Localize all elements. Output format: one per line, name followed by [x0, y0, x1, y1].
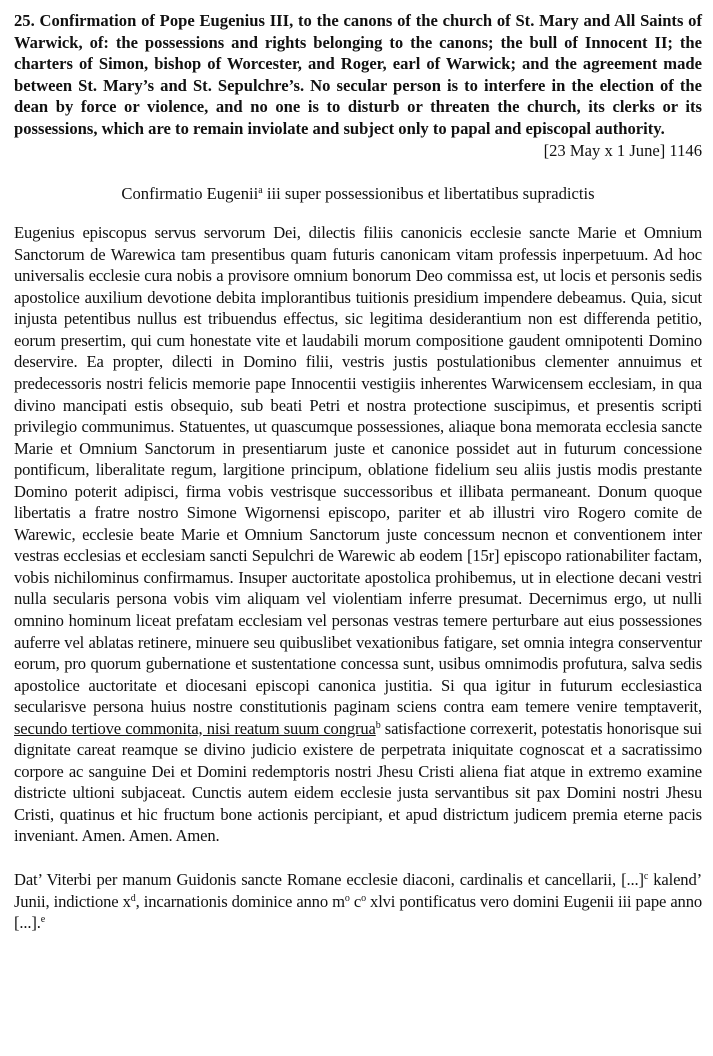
- footnote-marker-b: b: [375, 719, 381, 731]
- charter-body-part-2: satisfactione correxerit, potestatis honorisque sui dignitate careat reamque se divino judicio existere de perpetrata iniquitate cognoscat et a sacratissimo corpore ac sanguine Dei et Domini redemptoris nostri Jhesu Cristi aliena fiat atque in extremo examine districte ultioni subjaceat. Cunctis autem eidem ecclesie justa servantibus sit pax Domini nostri Jhesu Cristi, quatinus et hic fructum bone actionis percipiant, et apud districtum judicem premia eterne pacis inveniant. Amen. Amen. Amen.: [14, 718, 702, 846]
- document-page: [14, 10, 702, 934]
- footnote-marker-c: c: [643, 871, 649, 883]
- superscript-o-1: o: [344, 892, 350, 904]
- dating-text-5: xlvi pontificatus vero domini Eugenii iii pape anno [...].: [14, 891, 702, 933]
- document-number: 25.: [14, 11, 35, 30]
- superscript-o-2: o: [361, 892, 366, 904]
- footnote-marker-a: a: [258, 185, 263, 197]
- document-subtitle: [14, 183, 702, 204]
- dating-text-2: kalend’ Junii, indictione x: [14, 870, 702, 911]
- charter-body-part-1: Eugenius episcopus servus servorum Dei, dilectis filiis canonicis ecclesie sancte Marie et Omnium Sanctorum de Warewica tam presentibus quam futuris canonicam vitam professis inperpetuum. Ad hoc universalis ecclesie cura nobis a provisore omnium bonorum Deo commissa est, ut locis et personis sedis apostolice auxilium devotione debita implorantibus tuitionis presidium impendere debeamus. Quia, sicut injusta petentibus nullus est tribuendus effectus, sic legitima desiderantium non est differenda petitio, eorum presertim, qui cum honestate vite et laudabili morum compositione gaudent omnipotenti Domino deservire. Ea propter, dilecti in Domino filii, vestris justis postulationibus clementer annuimus et predecessoris nostri felicis memorie pape Innocentii vestigiis inherentes Warwicensem ecclesiam, in qua divino mancipati estis obsequio, sub beati Petri et nostra protectione suscipimus, et presentis scripti privilegio communimus. Statuentes, ut quascumque possessiones, aliaque bona memorata ecclesia sancte Marie et Omnium Sanctorum in presentiarum juste et canonice possidet aut in futurum concessione pontificum, liberalitate regum, largitione principum, oblatione fidelium seu aliis justis modis prestante Domino poterit adipisci, firma vobis vestrisque successoribus et illibata permaneant. Donum quoque libertatis a fratre nostro Simone Wigornensi episcopo, pariter et ab illustri viro Rogero comite de Warewic, ecclesie beate Marie et Omnium Sanctorum juste concessum necnon et conventionem inter vestras ecclesias et ecclesiam sancti Sepulchri de Warewic ab eodem [15r] episcopo rationabiliter factam, vobis nichilominus confirmamus. Insuper auctoritate apostolica prohibemus, ut in electione decani vestri nulla secularis persona vobis vim aliquam vel violentiam inferre presumat. Decernimus ergo, ut nulli omnino hominum liceat prefatam ecclesiam vel personas vestras temere perturbare aut eius possessiones auferre vel ablatas retinere, minuere seu quibuslibet vexationibus fatigare, set omnia integra conserventur eorum, pro quorum gubernatione et sustentatione concessa sunt, usibus omnimodis profutura, salva sedis apostolice auctoritate et diocesani episcopi canonica justitia. Si qua igitur in futurum ecclesiastica secularisve persona huius nostre constitutionis paginam sciens contra eam temere venire temptaverit,: [14, 223, 702, 717]
- subtitle-text-start: Confirmatio Eugenii: [121, 184, 259, 204]
- footnote-marker-d: d: [130, 892, 136, 904]
- dating-clause: [14, 869, 702, 934]
- dating-text-3: , incarnationis dominice anno m: [135, 891, 345, 911]
- footnote-marker-e: e: [40, 914, 46, 926]
- document-date: [23 May x 1 June] 1146: [543, 140, 702, 160]
- dating-text-4: c: [349, 891, 362, 911]
- document-heading: [14, 10, 702, 161]
- charter-body: [14, 222, 702, 847]
- dating-text-1: Dat’ Viterbi per manum Guidonis sancte Romane ecclesie diaconi, cardinalis et cancellarii, [...]: [14, 870, 644, 890]
- heading-text: Confirmation of Pope Eugenius III, to the canons of the church of St. Mary and All Saints of Warwick, of: the possessions and rights belonging to the canons; the bull of Innocent II; the charters of Simon, bishop of Worcester, and Roger, earl of Warwick; and the agreement made between St. Mary’s and St. Sepulchre’s. No secular person is to interfere in the election of the dean by force or violence, and no one is to disturb or threaten the church, its clerks or its possessions, which are to remain inviolate and subject only to papal and episcopal authority.: [14, 11, 703, 138]
- underlined-passage: secundo tertiove commonita, nisi reatum suum congrua: [14, 718, 376, 738]
- subtitle-text-end: iii super possessionibus et libertatibus supradictis: [262, 184, 595, 204]
